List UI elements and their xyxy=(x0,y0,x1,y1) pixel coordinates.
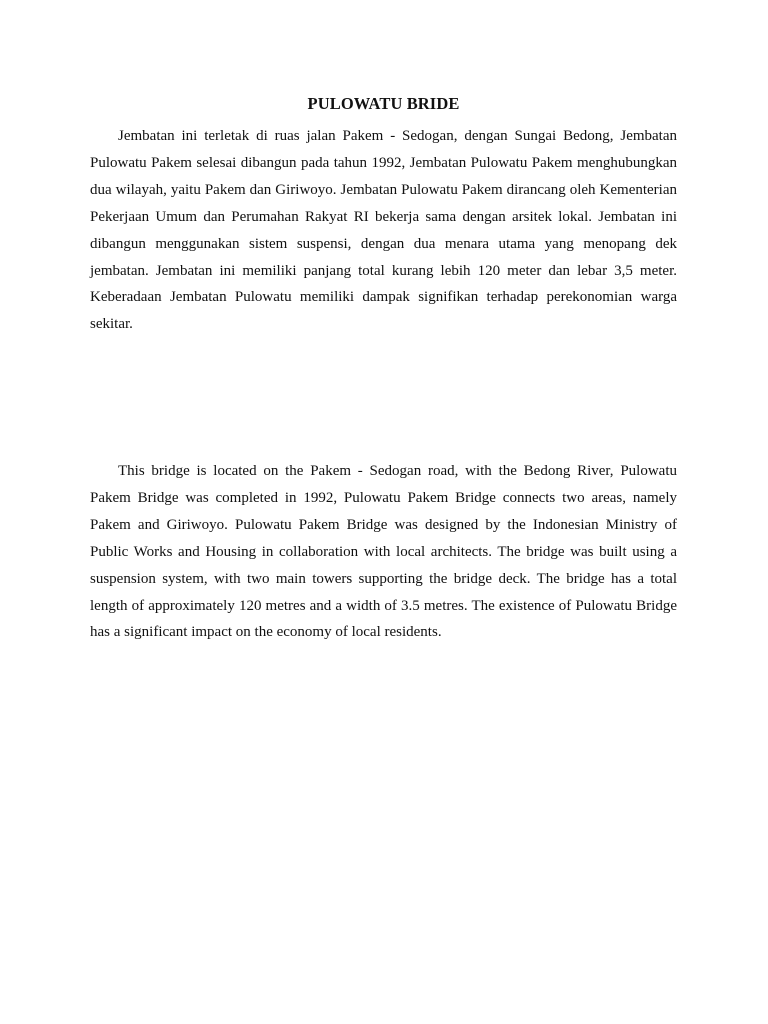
paragraph-english: This bridge is located on the Pakem - Sedogan road, with the Bedong River, Pulowatu Pakem Bridge was completed in 1992, Pulowatu Pakem Bridge connects two areas, namely Pakem and Giriwoyo. Pulowatu Pakem Bridge was designed by the Indonesian Ministry of Public Works and Housing in collaboration with local architects. The bridge was built using a suspension system, with two main towers supporting the bridge deck. The bridge has a total length of approximately 120 metres and a width of 3.5 metres. The existence of Pulowatu Bridge has a significant impact on the economy of local residents. xyxy=(90,463,677,641)
document-title: PULOWATU BRIDE xyxy=(307,94,460,113)
paragraph-indonesian: Jembatan ini terletak di ruas jalan Pakem - Sedogan, dengan Sungai Bedong, Jembatan Pulowatu Pakem selesai dibangun pada tahun 1992, Jembatan Pulowatu Pakem menghubungkan dua wilayah, yaitu Pakem dan Giriwoyo. Jembatan Pulowatu Pakem dirancang oleh Kementerian Pekerjaan Umum dan Perumahan Rakyat RI bekerja sama dengan arsitek lokal. Jembatan ini dibangun menggunakan sistem suspensi, dengan dua menara utama yang menopang dek jembatan. Jembatan ini memiliki panjang total kurang lebih 120 meter dan lebar 3,5 meter. Keberadaan Jembatan Pulowatu memiliki dampak signifikan terhadap perekonomian warga sekitar. xyxy=(90,128,677,333)
document-page xyxy=(90,94,677,641)
